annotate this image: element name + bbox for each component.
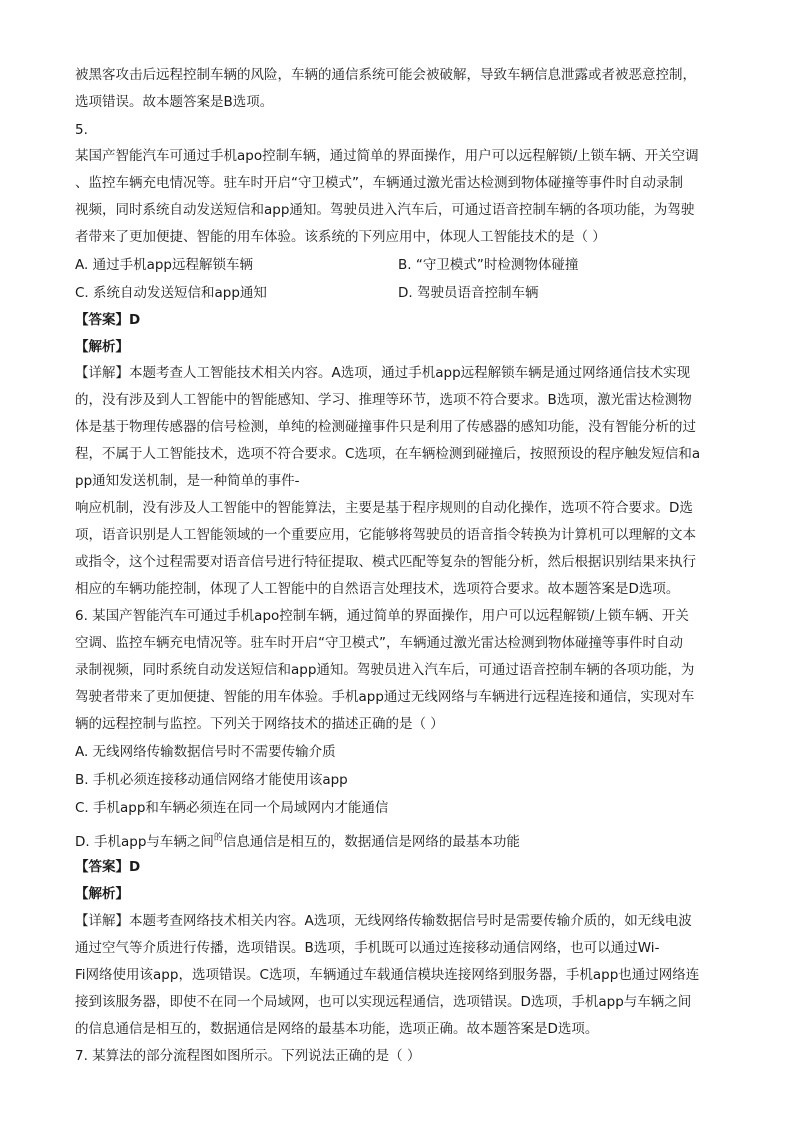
- answer-label: 【答案】D: [75, 859, 141, 875]
- text-line: 录制视频，同时系统自动发送短信和app通知。驾驶员进入汽车后，可通过语音控制车辆的各项功能，为: [75, 662, 695, 678]
- text-line: 的，没有涉及到人工智能中的智能感知、学习、推理等环节，选项不符合要求。B选项，激光雷达检测物: [75, 392, 692, 408]
- question-number: 5.: [75, 122, 88, 138]
- text-line: 7. 某算法的部分流程图如图所示。下列说法正确的是（ ）: [75, 1048, 421, 1064]
- option-b: B. “守卫模式”时检测物体碰撞: [398, 257, 579, 273]
- option-b: B. 手机必须连接移动通信网络才能使用该app: [75, 772, 348, 788]
- option-d: D. 驾驶员语音控制车辆: [398, 285, 539, 301]
- option-d-text: D. 手机app与车辆之间: [75, 834, 214, 850]
- text-line: 被黑客攻击后远程控制车辆的风险，车辆的通信系统可能会被破解，导致车辆信息泄露或者被恶意控制，: [75, 67, 696, 83]
- option-d-text: 信息通信是相互的，数据通信是网络的最基本功能: [222, 834, 520, 850]
- analysis-label: 【解析】: [75, 886, 129, 902]
- text-line: 、监控车辆充电情况等。驻车时开启“守卫模式”，车辆通过激光雷达检测到物体碰撞等事件时自动录制: [75, 175, 683, 191]
- text-line: 【详解】本题考查人工智能技术相关内容。A选项，通过手机app远程解锁车辆是通过网络通信技术实现: [75, 365, 691, 381]
- option-a: A. 通过手机app远程解锁车辆: [75, 257, 253, 273]
- text-line: 驾驶者带来了更加便捷、智能的用车体验。手机app通过无线网络与车辆进行远程连接和通信，实现对车: [75, 689, 695, 705]
- text-line: 的信息通信是相互的，数据通信是网络的最基本功能，选项正确。故本题答案是D选项。: [75, 1021, 599, 1037]
- text-line: 6. 某国产智能汽车可通过手机apo控制车辆，通过简单的界面操作，用户可以远程解锁/上锁车辆、开关: [75, 608, 689, 624]
- text-line: 【详解】本题考查网络技术相关内容。A选项，无线网络传输数据信号时是需要传输介质的，如无线电波: [75, 913, 692, 929]
- text-line: 某国产智能汽车可通过手机apo控制车辆，通过简单的界面操作，用户可以远程解锁/上锁车辆、开关空调: [75, 148, 699, 164]
- text-line: 空调、监控车辆充电情况等。驻车时开启“守卫模式”，车辆通过激光雷达检测到物体碰撞等事件时自动: [75, 635, 683, 651]
- text-line: 项，语音识别是人工智能领域的一个重要应用，它能够将驾驶员的语音指令转换为计算机可以理解的文本: [75, 527, 696, 543]
- option-c: C. 手机app和车辆必须连在同一个局域网内才能通信: [75, 800, 389, 816]
- option-c: C. 系统自动发送短信和app通知: [75, 285, 267, 301]
- analysis-label: 【解析】: [75, 339, 129, 355]
- option-a: A. 无线网络传输数据信号时不需要传输介质: [75, 744, 336, 760]
- text-line: 通过空气等介质进行传播，选项错误。B选项，手机既可以通过连接移动通信网络，也可以通过Wi-: [75, 940, 660, 956]
- text-line: 者带来了更加便捷、智能的用车体验。该系统的下列应用中，体现人工智能技术的是（ ）: [75, 229, 606, 245]
- text-line: 视频，同时系统自动发送短信和app通知。驾驶员进入汽车后，可通过语音控制车辆的各项功能，为驾驶: [75, 202, 695, 218]
- answer-label: 【答案】D: [75, 312, 141, 328]
- option-d: [75, 829, 520, 851]
- text-line: pp通知发送机制，是一种简单的事件-: [75, 473, 300, 489]
- text-line: 程，不属于人工智能技术，选项不符合要求。C选项，在车辆检测到碰撞后，按照预设的程序触发短信和a: [75, 446, 701, 462]
- text-line: 接到该服务器，即使不在同一个局域网，也可以实现远程通信，选项错误。D选项，手机app与车辆之间: [75, 994, 692, 1010]
- text-line: 辆的远程控制与监控。下列关于网络技术的描述正确的是（ ）: [75, 716, 444, 732]
- text-line: 响应机制，没有涉及人工智能中的智能算法，主要是基于程序规则的自动化操作，选项不符合要求。D选: [75, 500, 693, 516]
- text-line: 体是基于物理传感器的信号检测，单纯的检测碰撞事件只是利用了传感器的感知功能，没有智能分析的过: [75, 419, 696, 435]
- text-line: 相应的车辆功能控制，体现了人工智能中的自然语言处理技术，选项符合要求。故本题答案是D选项。: [75, 581, 680, 597]
- superscript-char: 的: [213, 833, 223, 843]
- text-line: 或指令，这个过程需要对语音信号进行特征提取、模式匹配等复杂的智能分析，然后根据识别结果来执行: [75, 554, 696, 570]
- text-line: 选项错误。故本题答案是B选项。: [75, 94, 274, 110]
- text-line: Fi网络使用该app，选项错误。C选项，车辆通过车载通信模块连接网络到服务器，手机app也通过网络连: [75, 967, 700, 983]
